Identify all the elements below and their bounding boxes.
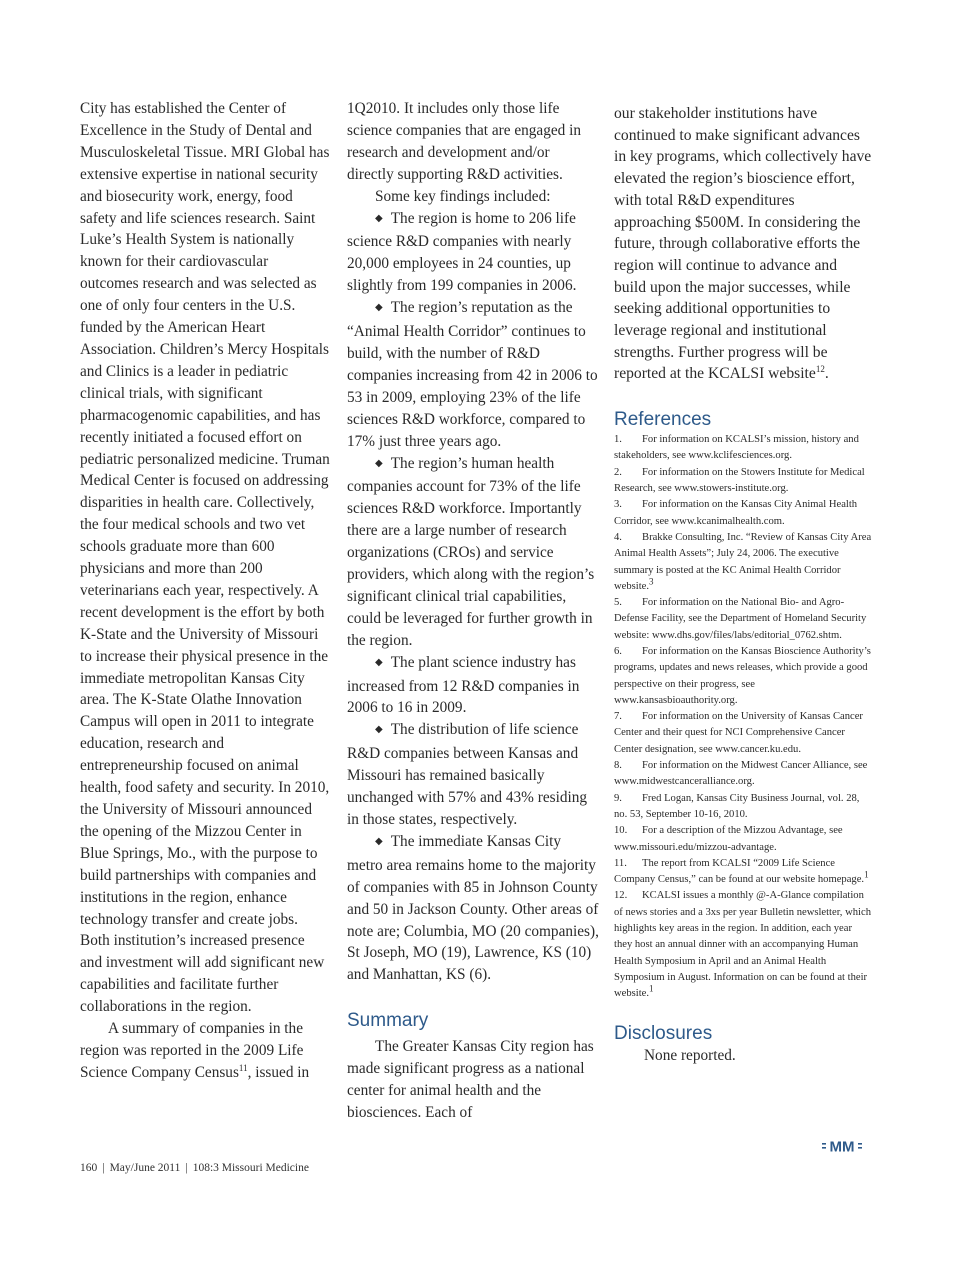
column-middle <box>347 98 599 1124</box>
bullet-text: The plant science industry has increased from 12 R&D companies in 2006 to 16 in 2009. <box>347 653 580 717</box>
bullet-item <box>347 208 599 298</box>
reference-text: For information on the Midwest Cancer Alliance, see www.midwestcanceralliance.org. <box>614 760 868 788</box>
footer-separator: | <box>102 1162 105 1174</box>
reference-text: For information on the Kansas Bioscience Authority’s programs, updates and news releases, which provide a good perspective on their progress, see www.kansasbioauthority.org. <box>614 646 871 706</box>
bullet-text: The region’s reputation as the “Animal Health Corridor” continues to build, with the number of R&D companies increasing from 42 in 2006 to 53 in 2009, employing 23% of the life sciences R&D workforce, compared to 17% just three years ago. <box>347 299 598 450</box>
bullet-item <box>347 831 599 986</box>
bullet-text: The distribution of life science R&D companies between Kansas and Missouri has remained basically unchanged with 57% and 43% residing in those states, respectively. <box>347 721 588 828</box>
reference-number: 10. <box>614 825 628 837</box>
reference-item <box>614 432 872 465</box>
diamond-bullet-icon: ◆ <box>375 457 383 469</box>
bullet-text: The immediate Kansas City metro area remains home to the majority of companies with 85 in Johnson County and 50 in Jackson County. Other areas of note are; Columbia, MO (20 companies), St Joseph, MO (19), Lawrence, KS (10) and Manhattan, KS (6). <box>347 832 599 984</box>
reference-item <box>614 791 872 824</box>
paragraph-text: , issued in <box>247 1063 310 1081</box>
column-right <box>614 98 872 1065</box>
reference-item <box>614 497 872 530</box>
reference-number: 9. <box>614 792 622 804</box>
diamond-bullet-icon: ◆ <box>375 656 383 668</box>
bullet-item <box>347 652 599 720</box>
reference-text: For a description of the Mizzou Advantage, see www.missouri.edu/mizzou-advantage. <box>614 825 843 853</box>
disclosures-text: None reported. <box>644 1046 736 1064</box>
body-paragraph <box>614 103 872 385</box>
reference-item <box>614 758 872 791</box>
citation-superscript: 1 <box>649 983 654 994</box>
reference-text: KCALSI issues a monthly @-A-Glance compilation of news stories and a 3xs per year Bulletin newsletter, which highlights key areas in the region. In addition, each year they host an annual dinner with an accompanying Human Health Symposium in April and an Animal Health Symposium in August. Information on can be found at their website. <box>614 890 871 1000</box>
reference-item <box>614 644 872 709</box>
paragraph-text: . <box>824 365 829 383</box>
section-heading-summary: Summary <box>347 1010 429 1032</box>
reference-number: 12. <box>614 890 628 902</box>
logo-text: MM <box>829 1138 855 1155</box>
reference-item <box>614 595 872 644</box>
diamond-bullet-icon: ◆ <box>375 302 383 314</box>
reference-item <box>614 709 872 758</box>
reference-number: 6. <box>614 646 622 657</box>
body-paragraph: The Greater Kansas City region has made significant progress as a national center for animal health and the biosciences. Each of <box>347 1038 594 1121</box>
footer-separator: | <box>185 1162 188 1174</box>
diamond-bullet-icon: ◆ <box>375 724 383 736</box>
reference-text: For information on the National Bio- and Agro-Defense Facility, see the Department of Homeland Security website: www.dhs.gov/files/labs/editorial_0762.shtm. <box>614 597 867 641</box>
reference-text: The report from KCALSI “2009 Life Science Company Census,” can be found at our website homepage. <box>614 857 865 886</box>
section-heading-references: References <box>614 409 712 431</box>
reference-number: 11. <box>614 857 627 869</box>
reference-item <box>614 465 872 498</box>
body-paragraph: 1Q2010. It includes only those life science companies that are engaged in research and development and/or directly supporting R&D activities. <box>347 100 582 183</box>
diamond-bullet-icon: ◆ <box>375 835 383 847</box>
bullet-item <box>347 297 599 452</box>
paragraph-text: our stakeholder institutions have continued to make significant advances in key programs, which collectively have elevated the region’s bioscience effort, with total R&D expenditures approaching $500M. In considering the future, through collaborative efforts the region will continue to advance and build upon the major successes, while seeking additional opportunities to leverage regional and institutional strengths. Further progress will be reported at the KCALSI website <box>614 105 872 383</box>
body-paragraph: Some key findings included: <box>375 187 551 205</box>
bullet-text: The region’s human health companies account for 73% of the life sciences R&D workforce. Importantly there are a large number of research organizations (CROs) and service providers, which along with the region’s significant clinical trial capabilities, could be leveraged for further growth in the region. <box>347 454 595 649</box>
journal-name: 108:3 Missouri Medicine <box>192 1162 309 1174</box>
reference-text: Brakke Consulting, Inc. “Review of Kansas City Area Animal Health Assets”; July 24, 2006. The executive summary is posted at the KC Animal Health Corridor website. <box>614 531 872 592</box>
paragraph-text: A summary of companies in the region was reported in the 2009 Life Science Company Census <box>80 1020 304 1081</box>
citation-superscript: 12 <box>815 364 825 375</box>
reference-text: For information on the Kansas City Animal Health Corridor, see www.kcanimalhealth.com. <box>614 499 858 527</box>
issue-date: May/June 2011 <box>109 1162 181 1174</box>
reference-number: 4. <box>614 531 622 543</box>
bullet-item <box>347 719 599 831</box>
reference-item <box>614 823 872 856</box>
citation-superscript: 11 <box>238 1062 248 1073</box>
reference-text: Fred Logan, Kansas City Business Journal, vol. 28, no. 53, September 10-16, 2010. <box>614 792 860 820</box>
missouri-medicine-logo-icon <box>822 1137 862 1155</box>
reference-item <box>614 888 872 1002</box>
body-paragraph: City has established the Center of Excellence in the Study of Dental and Musculoskeletal Tissue. MRI Global has extensive expertise in national security and biosecurity work, energy, food safety and life sciences research. Saint Luke’s Health System is nationally known for their cardiovascular outcomes research and was selected as one of only four centers in the U.S. funded by the American Heart Association. Children’s Mercy Hospitals and Clinics is a leader in pediatric clinical trials, with significant pharmacogenomic capabilities, and has recently initiated a focused effort on pediatric personalized medicine. Truman Medical Center is focused on addressing disparities in health care. Collectively, the four medical schools and two vet schools graduate more than 600 physicians and more than 200 veterinarians each year, respectively. A recent development is the effort by both K-State and the University of Missouri to increase their physical presence in the immediate metropolitan Kansas City area. The K-State Olathe Innovation Campus will open in 2011 to integrate education, research and entrepreneurship focused on animal health, food safety and security. In 2010, the University of Missouri announced the opening of the Mizzou Center in Blue Springs, Mo., with the purpose to build partnerships with companies and institutions in the region, enhance technology transfer and create jobs. Both institution’s increased presence and investment will add significant new capabilities and facilitate further collaborations in the region. <box>80 100 330 1016</box>
section-heading-disclosures: Disclosures <box>614 1022 713 1044</box>
column-left <box>80 98 330 1084</box>
bullet-item <box>347 453 599 652</box>
reference-number: 1. <box>614 434 622 446</box>
bullet-text: The region is home to 206 life science R&D companies with nearly 20,000 employees in 24 counties, up slightly from 199 companies in 2006. <box>347 209 577 295</box>
body-paragraph <box>80 1018 330 1084</box>
citation-superscript: 1 <box>864 869 869 880</box>
reference-list <box>614 432 872 1002</box>
reference-number: 2. <box>614 466 622 478</box>
reference-item <box>614 530 872 595</box>
reference-number: 8. <box>614 760 622 772</box>
reference-text: For information on the Stowers Institute for Medical Research, see www.stowers-institute.org. <box>614 466 865 495</box>
reference-item <box>614 856 872 889</box>
citation-superscript: 3 <box>649 576 654 587</box>
reference-text: For information on KCALSI’s mission, history and stakeholders, see www.kclifesciences.org. <box>614 434 859 462</box>
reference-number: 7. <box>614 711 622 723</box>
page-number: 160 <box>80 1162 98 1174</box>
reference-number: 3. <box>614 499 622 511</box>
page-footer <box>80 1162 309 1174</box>
reference-text: For information on the University of Kansas Cancer Center and their quest for NCI Comprehensive Cancer Center designation, see www.cancer.ku.edu. <box>614 711 863 755</box>
diamond-bullet-icon: ◆ <box>375 212 383 224</box>
reference-number: 5. <box>614 597 622 609</box>
